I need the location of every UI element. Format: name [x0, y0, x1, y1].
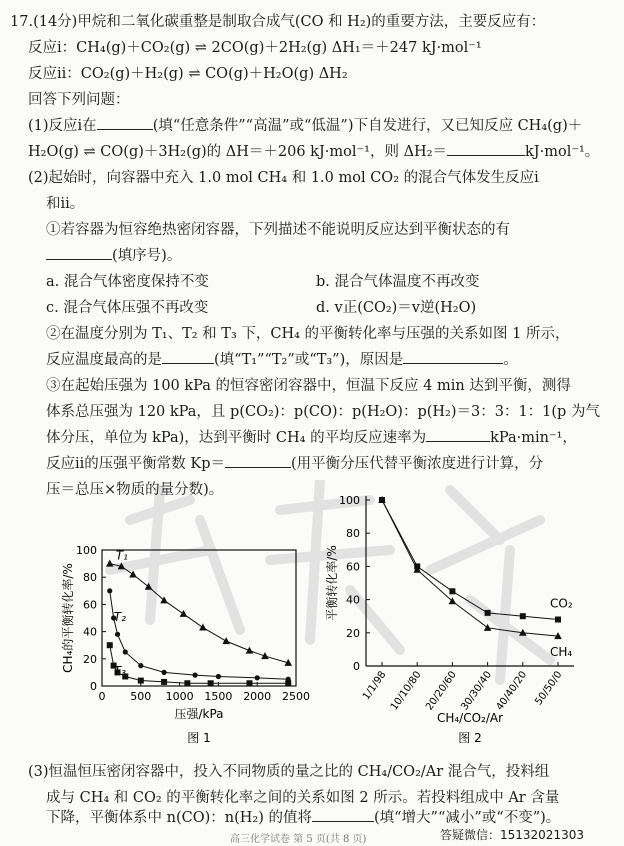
fig1-series-line-0 — [110, 564, 288, 663]
fig1-caption: 图 1 — [187, 731, 211, 745]
part3-text-a: 下降，平衡体系中 n(CO)：n(H₂) 的值将 — [46, 810, 312, 826]
option-d: d. v正(CO₂)＝v逆(H₂O) — [316, 300, 477, 316]
fig1-series-0-point-2 — [129, 570, 137, 577]
fig2-xtick-label-2: 20/20/60 — [424, 669, 459, 713]
fig1-series-label-1: T₂ — [113, 609, 126, 624]
part3-text-b: (填“增大”“减小”或“不变”)。 — [373, 810, 561, 826]
part1-text-c: H₂O(g) ⇌ CO(g)＋3H₂(g)的 ΔH＝＋206 kJ·mol⁻¹，则 ΔH₂＝ — [28, 144, 448, 160]
fig2-xtick-label-5: 50/50/0 — [533, 669, 565, 708]
option-c: c. 混合气体压强不再改变 — [46, 300, 209, 316]
fig2-ytick-label-4: 80 — [346, 527, 360, 541]
part2-q2-text-a: 反应温度最高的是 — [46, 352, 162, 368]
part1-text-d: kJ·mol⁻¹。 — [525, 144, 600, 160]
q17-title — [10, 10, 545, 31]
part2-q2-text-b: (填“T₁”“T₂”或“T₃”)，原因是 — [214, 352, 404, 368]
fig1-series-1-point-2 — [115, 632, 120, 637]
part2-q3-line4 — [46, 452, 543, 473]
part2-q1-text: (填序号)。 — [112, 248, 182, 264]
fig1-ytick-label-5: 100 — [76, 544, 97, 557]
option-b: b. 混合气体温度不再改变 — [316, 274, 480, 290]
fig1-series-0-point-0 — [106, 560, 114, 567]
fig1-xtick-label-4: 2000 — [243, 690, 272, 703]
fig2-caption: 图 2 — [458, 731, 482, 745]
fig1-xtick-label-5: 2500 — [282, 690, 310, 703]
fig2-series-0-point-3 — [485, 610, 491, 616]
fig1-series-0-point-7 — [222, 637, 230, 644]
fig1-xtick-label-1: 500 — [130, 690, 152, 703]
fig1-xtick-label-0: 0 — [98, 690, 106, 703]
answer-blank-3[interactable] — [46, 245, 112, 260]
fig1-series-label-2: T₃ — [113, 664, 126, 679]
fig1-frame — [102, 550, 296, 686]
part1-text-a: (1)反应ⅰ在 — [28, 118, 97, 134]
answer-blank-5[interactable] — [403, 349, 503, 364]
fig2-xlabel: CH₄/CO₂/Ar — [436, 711, 504, 725]
fig1-series-2-point-9 — [285, 680, 291, 686]
reaction-1: 反应ⅰ：CH₄(g)＋CO₂(g) ⇌ 2CO(g)＋2H₂(g) ΔH₁＝＋247 kJ·mol⁻¹ — [28, 40, 482, 56]
fig2-ytick-label-3: 60 — [346, 560, 360, 574]
fig2-series-1-point-3 — [484, 624, 492, 631]
reaction-2: 反应ⅱ：CO₂(g)＋H₂(g) ⇌ CO(g)＋H₂O(g) ΔH₂ — [28, 66, 348, 82]
question-number: 17. — [10, 14, 34, 30]
part2-q3-text-a: 体分压，单位为 kPa)，达到平衡时 CH₄ 的平均反应速率为 — [46, 430, 427, 446]
part2-q3-text-c: 反应ⅱ的压强平衡常数 Kp＝ — [46, 456, 225, 472]
fig1-series-2-point-8 — [246, 680, 252, 686]
part2-q3-text-d: (用平衡分压代替平衡浓度进行计算，分 — [291, 456, 544, 472]
answer-blank-2[interactable] — [447, 141, 525, 156]
fig1-series-0-point-8 — [246, 647, 254, 654]
part1-line1 — [28, 114, 582, 135]
answer-blank-6[interactable] — [426, 427, 490, 442]
fig2-ylabel: 平衡转化率/% — [325, 545, 339, 621]
fig1-xlabel: 压强/kPa — [174, 707, 224, 721]
answer-blank-4[interactable] — [162, 349, 214, 364]
fig1-series-1-point-8 — [255, 675, 260, 680]
fig1-series-2-point-5 — [161, 679, 167, 685]
part2-intro-2: 和ⅱ。 — [46, 196, 85, 212]
part2-q1-line2 — [46, 244, 181, 265]
fig1-xtick-label-3: 1500 — [204, 690, 233, 703]
fig1-xtick-label-2: 1000 — [165, 690, 194, 703]
fig1-ylabel: CH₄的平衡转化率/% — [61, 563, 75, 673]
part3-line2: 成与 CH₄ 和 CO₂ 的平衡转化率之间的关系如图 2 所示。若投料组成中 Ar 含量 — [46, 790, 560, 806]
fig2-ytick-label-0: 0 — [353, 660, 360, 673]
fig1-ytick-label-2: 40 — [83, 625, 97, 639]
fig2-xtick-label-4: 40/40/20 — [494, 669, 530, 713]
fig2-series-0-point-5 — [555, 617, 561, 623]
fig2-series-0-point-2 — [449, 588, 455, 594]
fig1-series-0-point-5 — [180, 610, 188, 617]
figure-2 — [318, 490, 624, 755]
figure-1 — [56, 540, 310, 755]
fig2-xtick-label-3: 30/30/40 — [459, 669, 495, 713]
part2-q3-line5: 压＝总压×物质的量分数)。 — [46, 482, 224, 498]
part2-q3-text-b: kPa·min⁻¹， — [490, 430, 577, 446]
question-points: (14分) — [33, 14, 78, 30]
option-a: a. 混合气体密度保持不变 — [46, 274, 209, 290]
fig1-series-0-point-6 — [199, 624, 207, 631]
fig1-ytick-label-4: 80 — [83, 571, 97, 585]
fig1-series-2-point-0 — [107, 642, 113, 648]
fig2-series-label-1: CH₄ — [550, 645, 573, 660]
fig1-series-1-point-3 — [123, 649, 128, 654]
fig2-ytick-label-1: 20 — [346, 626, 360, 640]
fig1-ytick-label-3: 60 — [83, 598, 97, 612]
question-intro: 甲烷和二氧化碳重整是制取合成气(CO 和 H₂)的重要方法，主要反应有： — [77, 14, 546, 30]
part1-text-b: (填“任意条件”“高温”或“低温”)下自发进行，又已知反应 CH₄(g)＋ — [152, 118, 583, 134]
fig1-ytick-label-0: 0 — [90, 680, 97, 693]
fig1-series-2-point-4 — [138, 678, 144, 684]
fig1-ytick-label-1: 20 — [83, 652, 97, 666]
part2-q3-line2: 体系总压强为 120 kPa，且 p(CO₂)：p(CO)：p(H₂O)：p(H₂)＝3：3：1：1(p 为气 — [46, 404, 600, 420]
fig2-ytick-label-5: 100 — [339, 494, 360, 507]
part2-q2-text-c: 。 — [503, 352, 518, 368]
answer-blank-8[interactable] — [312, 807, 374, 822]
part2-q1-line1: ①若容器为恒容绝热密闭容器，下列描述不能说明反应达到平衡状态的有 — [46, 222, 510, 238]
fig2-xtick-label-0: 1/1/98 — [360, 669, 389, 703]
fig2-ytick-label-2: 40 — [346, 593, 360, 607]
part3-line1: (3)恒温恒压密闭容器中，投入不同物质的量之比的 CH₄/CO₂/Ar 混合气，投料组 — [28, 764, 550, 780]
fig1-series-2-point-6 — [184, 680, 190, 686]
answer-prompt: 回答下列问题： — [28, 92, 130, 108]
footer-page-info: 高三化学试卷 第 5 页(共 8 页) — [230, 834, 367, 845]
part3-line3 — [46, 806, 560, 827]
part2-q2-line1: ②在温度分别为 T₁、T₂ 和 T₃ 下，CH₄ 的平衡转化率与压强的关系如图 1 所示， — [46, 326, 570, 342]
fig2-xtick-label-1: 10/10/80 — [388, 669, 424, 713]
part1-line2 — [28, 140, 599, 161]
fig1-series-label-0: T₁ — [115, 548, 128, 563]
answer-blank-7[interactable] — [225, 453, 291, 468]
fig2-series-label-0: CO₂ — [550, 596, 573, 611]
fig2-series-line-0 — [382, 500, 558, 620]
fig1-series-0-point-3 — [145, 583, 153, 590]
fig1-series-1-point-0 — [107, 588, 112, 593]
part2-q2-line2 — [46, 348, 518, 369]
fig1-series-1-point-6 — [193, 673, 198, 678]
fig1-series-2-point-7 — [208, 680, 214, 686]
footer-contact: 答疑微信：15132021303 — [436, 826, 584, 843]
fig2-series-line-1 — [382, 500, 558, 636]
answer-blank-1[interactable] — [97, 115, 153, 130]
fig1-series-line-1 — [110, 591, 288, 679]
part2-intro-1: (2)起始时，向容器中充入 1.0 mol CH₄ 和 1.0 mol CO₂ 的混合气体发生反应ⅰ — [28, 170, 539, 186]
part2-q3-line1: ③在起始压强为 100 kPa 的恒容密闭容器中，恒温下反应 4 min 达到平衡，测得 — [46, 378, 571, 394]
part2-q3-line3 — [46, 426, 577, 447]
fig1-series-1-point-7 — [216, 674, 221, 679]
fig2-series-0-point-4 — [520, 613, 526, 619]
fig1-series-1-point-4 — [138, 663, 143, 668]
fig1-series-1-point-5 — [161, 670, 166, 675]
